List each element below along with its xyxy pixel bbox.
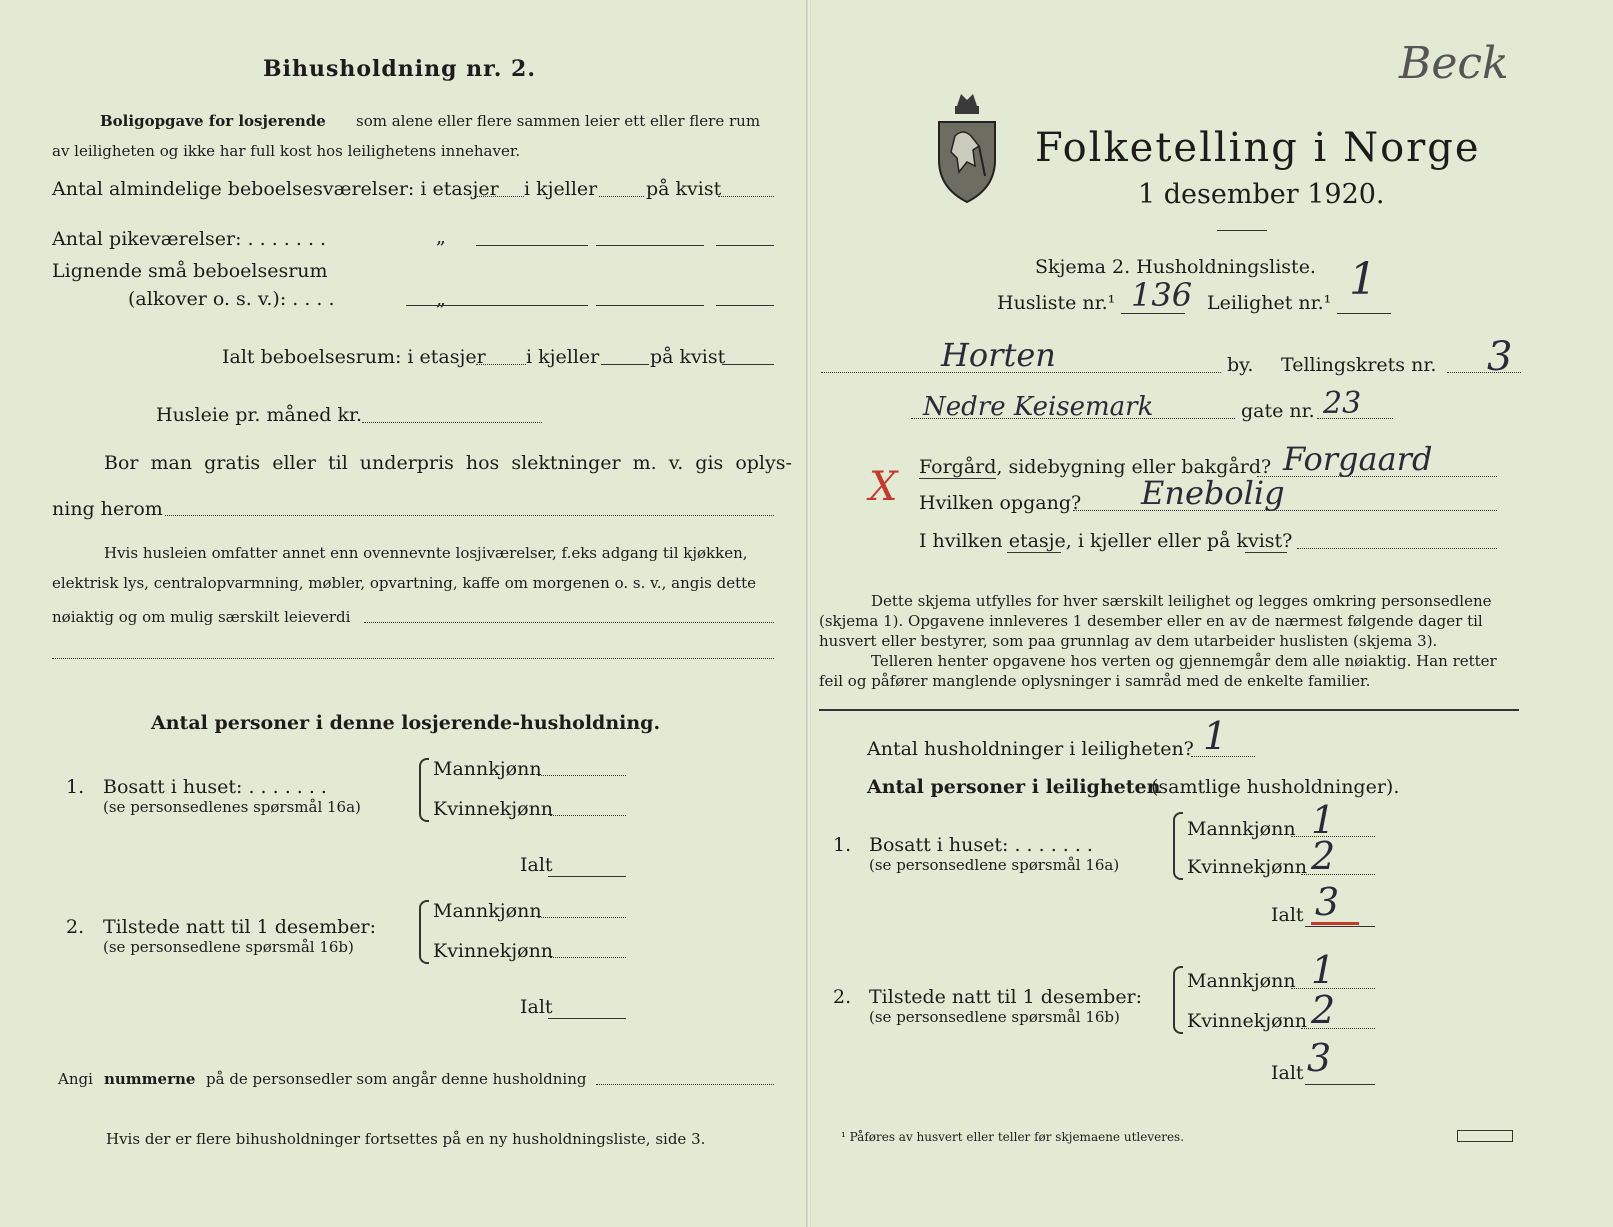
instruction-4: Telleren henter opgavene hos verten og gjennemgår dem alle nøiaktig. Han retter (871, 652, 1497, 670)
q1-male-line (538, 775, 626, 776)
right-q1-total-line (1305, 926, 1375, 927)
small-line-1 (406, 305, 588, 306)
small-ditto: „ (436, 288, 446, 310)
intro-line2: av leiligheten og ikke har full kost hos leilighetens innehaver. (52, 142, 521, 160)
households-label: Antal husholdninger i leiligheten? (867, 738, 1194, 760)
total-rooms-cellar: i kjeller (526, 346, 600, 368)
persons-rest: (samtlige husholdninger). (1151, 776, 1400, 798)
small-rooms-label-2: (alkover o. s. v.): . . . . (128, 288, 335, 310)
q1-sub: (se personsedlenes spørsmål 16a) (103, 798, 361, 816)
city-value: Horten (941, 336, 1056, 374)
city-suffix: by. (1227, 354, 1254, 376)
free-line-2: ning herom (52, 498, 163, 520)
rent-note-2: elektrisk lys, centralopvarmning, møbler, opvartning, kaffe om morgenen o. s. v., angis dette (52, 574, 757, 592)
rooms-attic: på kvist (646, 178, 722, 200)
q1-label: Bosatt i huset: . . . . . . . (103, 776, 327, 798)
district-label: Tellingskrets nr. (1281, 354, 1437, 376)
q1-female-line (550, 815, 626, 816)
q2-male-line (538, 917, 626, 918)
instruction-5: feil og påfører manglende oplysninger i samråd med de enkelte familier. (819, 672, 1371, 690)
instruction-3: husvert eller bestyrer, som paa grunnlag av dem utarbeider huslisten (skjema 3). (819, 632, 1438, 650)
right-q1-female-line (1301, 874, 1375, 875)
right-page (811, 0, 1613, 1227)
right-q1-male-value: 1 (1311, 798, 1336, 842)
title-rule (1217, 230, 1267, 231)
households-line (1191, 756, 1255, 757)
q1-male: Mannkjønn (433, 758, 542, 780)
section-rule (819, 709, 1519, 711)
floor-question: I hvilken etasje, i kjeller eller på kvist? (919, 530, 1293, 552)
maid-line-2 (596, 245, 704, 246)
rent-label: Husleie pr. måned kr. (156, 404, 363, 426)
q1-female: Kvinnekjønn (433, 798, 554, 820)
left-footer: Hvis der er flere bihusholdninger fortsettes på en ny husholdningsliste, side 3. (106, 1130, 706, 1148)
total-rooms-cellar-line (601, 364, 649, 365)
right-title: Folketelling i Norge (1035, 125, 1481, 171)
maid-line-3 (716, 245, 774, 246)
right-q2-label: Tilstede natt til 1 desember: (869, 986, 1143, 1008)
total-rooms-attic: på kvist (650, 346, 726, 368)
total-rooms-attic-line (722, 364, 774, 365)
free-line-1: Bor man gratis eller til underpris hos slektninger m. v. gis oplys- (104, 452, 792, 474)
q1-brace (419, 758, 429, 822)
right-q1-sub: (se personsedlene spørsmål 16a) (869, 856, 1120, 874)
q1-num: 1. (66, 776, 85, 798)
instruction-1: Dette skjema utfylles for hver særskilt leilighet og legges omkring personsedlene (871, 592, 1492, 610)
right-q2-total-value: 3 (1307, 1036, 1332, 1080)
small-rooms-label-1: Lignende små beboelsesrum (52, 260, 328, 282)
q2-male: Mannkjønn (433, 900, 542, 922)
right-q2-num: 2. (833, 986, 852, 1008)
numbers-bold: nummerne (104, 1070, 196, 1088)
entrance-value: Enebolig (1141, 474, 1285, 512)
rent-note-line (364, 622, 774, 623)
rent-extra-line (52, 658, 774, 659)
street-value: Nedre Keisemark (923, 392, 1154, 422)
district-value: 3 (1487, 334, 1513, 380)
right-q1-label: Bosatt i huset: . . . . . . . (869, 834, 1093, 856)
right-q1-male-label: Mannkjønn (1187, 818, 1296, 840)
rent-note-3: nøiaktig og om mulig særskilt leieverdi (52, 608, 351, 626)
rent-line (362, 422, 542, 423)
schema-label: Skjema 2. Husholdningsliste. (1035, 256, 1316, 278)
right-q1-total-red-underline (1311, 922, 1359, 925)
persons-title: Antal personer i denne losjerende-husholdning. (151, 712, 661, 734)
right-footnote: ¹ Påføres av husvert eller teller før skjemaene utleveres. (841, 1130, 1185, 1144)
numbers-line (596, 1084, 774, 1085)
q2-female: Kvinnekjønn (433, 940, 554, 962)
persons-bold: Antal personer i leiligheten (867, 776, 1161, 798)
free-line (165, 515, 774, 516)
corner-note: Beck (1399, 38, 1509, 89)
right-date: 1 desember 1920. (1138, 179, 1385, 210)
right-q1-total-label: Ialt (1271, 904, 1304, 926)
apartment-line (1337, 313, 1391, 314)
rooms-floor-line (474, 196, 524, 197)
right-q2-female-label: Kvinnekjønn (1187, 1010, 1308, 1032)
building-question: Forgård, sidebygning eller bakgård? (919, 456, 1272, 478)
numbers-pre: Angi (58, 1070, 93, 1088)
floor-line (1297, 548, 1497, 549)
total-rooms-label: Ialt beboelsesrum: i etasjer (222, 346, 486, 368)
small-line-3 (716, 305, 774, 306)
right-q2-total-line (1305, 1084, 1375, 1085)
small-line-2 (596, 305, 704, 306)
right-q2-female-line (1301, 1028, 1375, 1029)
floor-underline-2 (1245, 552, 1287, 553)
city-line (821, 372, 1221, 373)
rooms-cellar: i kjeller (524, 178, 598, 200)
right-q1-female-value: 2 (1311, 834, 1336, 878)
rooms-cellar-line (599, 196, 644, 197)
households-value: 1 (1203, 714, 1228, 758)
intro-rest: som alene eller flere sammen leier ett eller flere rum (356, 112, 761, 130)
q2-total: Ialt (520, 996, 553, 1018)
maid-ditto: „ (436, 226, 446, 248)
right-q2-total-label: Ialt (1271, 1062, 1304, 1084)
right-q2-sub: (se personsedlene spørsmål 16b) (869, 1008, 1120, 1026)
intro-bold: Boligopgave for losjerende (100, 112, 326, 130)
entrance-question: Hvilken opgang? (919, 492, 1082, 514)
building-value: Forgaard (1283, 440, 1433, 478)
maid-rooms-label: Antal pikeværelser: . . . . . . . (52, 228, 327, 250)
red-mark: X (869, 464, 898, 510)
house-list-label: Husliste nr.¹ (997, 292, 1116, 314)
right-q1-num: 1. (833, 834, 852, 856)
q2-label: Tilstede natt til 1 desember: (103, 916, 377, 938)
q1-total: Ialt (520, 854, 553, 876)
right-q1-female-label: Kvinnekjønn (1187, 856, 1308, 878)
q2-total-line (548, 1018, 626, 1019)
coat-of-arms-icon (935, 88, 999, 208)
right-q2-male-value: 1 (1311, 948, 1336, 992)
apartment-label: Leilighet nr.¹ (1207, 292, 1332, 314)
rooms-attic-line (718, 196, 774, 197)
q2-sub: (se personsedlene spørsmål 16b) (103, 938, 354, 956)
printer-stamp-icon (1457, 1130, 1513, 1142)
rooms-label: Antal almindelige beboelsesværelser: i etasjer (52, 178, 499, 200)
rent-note-1: Hvis husleien omfatter annet enn ovennevnte losjiværelser, f.eks adgang til kjøkken, (104, 544, 748, 562)
street-suffix: gate nr. (1241, 400, 1315, 422)
right-q1-brace (1173, 812, 1183, 880)
instruction-2: (skjema 1). Opgavene innleveres 1 desember eller en av de nærmest følgende dager til (819, 612, 1483, 630)
left-title: Bihusholdning nr. 2. (263, 56, 536, 82)
street-line (911, 418, 1235, 419)
floor-underline-1 (1007, 552, 1061, 553)
house-list-value: 136 (1131, 276, 1193, 314)
q1-total-line (548, 876, 626, 877)
numbers-post: på de personsedler som angår denne husholdning (206, 1070, 587, 1088)
district-line (1447, 372, 1521, 373)
q2-female-line (550, 957, 626, 958)
street-number: 23 (1323, 386, 1362, 421)
right-q2-male-label: Mannkjønn (1187, 970, 1296, 992)
house-list-line (1121, 313, 1185, 314)
right-q1-total-value: 3 (1315, 880, 1340, 924)
apartment-value: 1 (1349, 254, 1377, 305)
street-number-line (1317, 418, 1393, 419)
maid-line-1 (476, 245, 588, 246)
q2-brace (419, 900, 429, 964)
total-rooms-floor-line (476, 364, 526, 365)
building-underline (919, 478, 996, 479)
right-q2-female-value: 2 (1311, 988, 1336, 1032)
right-q2-brace (1173, 966, 1183, 1034)
building-line (1257, 476, 1497, 477)
entrance-line (1073, 510, 1497, 511)
q2-num: 2. (66, 916, 85, 938)
